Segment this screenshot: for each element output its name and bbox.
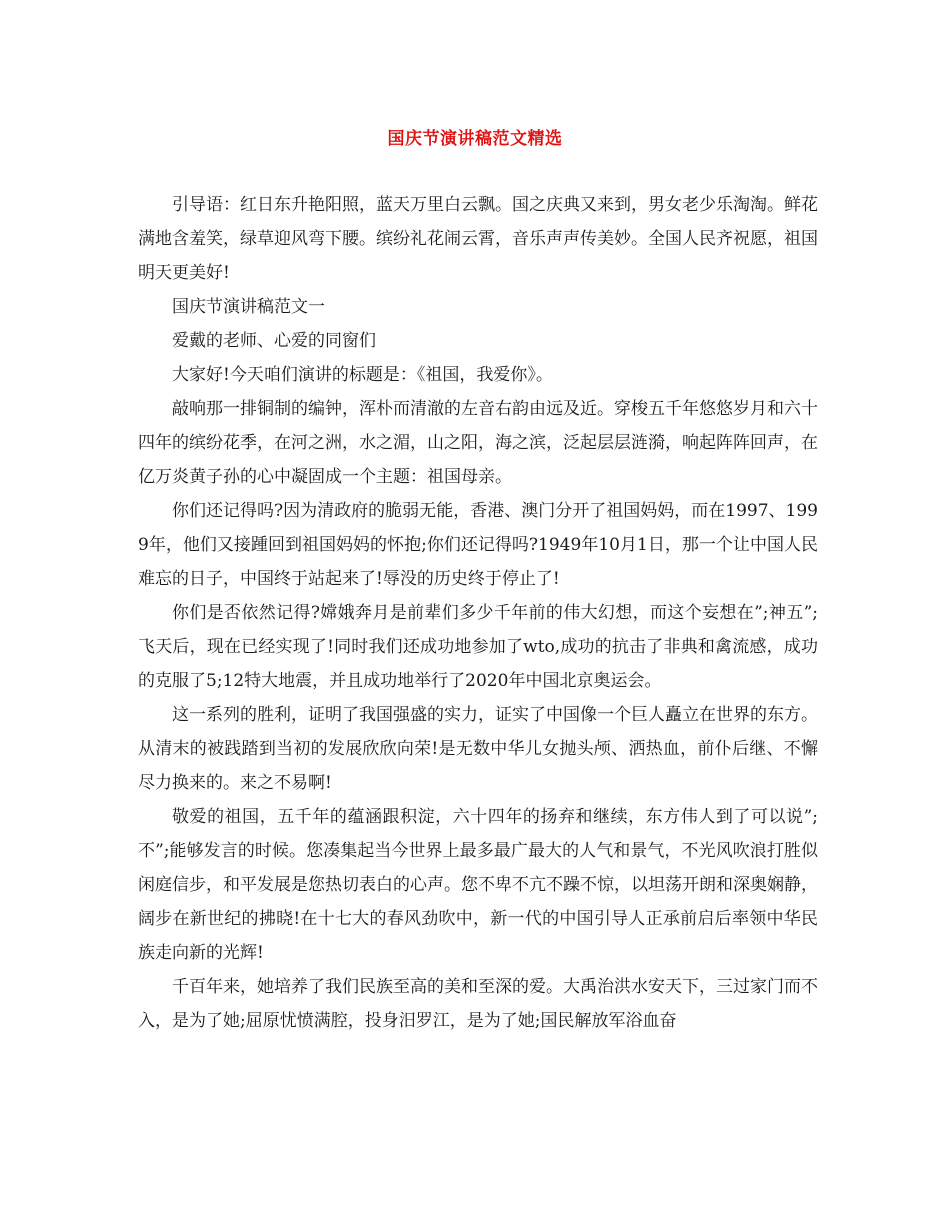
document-title: 国庆节演讲稿范文精选 [387,129,563,149]
paragraph-intro: 引导语：红日东升艳阳照，蓝天万里白云飘。国之庆典又来到，男女老少乐淘淘。鲜花满地含羞笑，绿草迎风弯下腰。缤纷礼花闹云霄，音乐声声传美妙。全国人民齐祝愿，祖国明天更美好! [138,195,818,283]
paragraph-greeting: 大家好!今天咱们演讲的标题是：《祖国，我爱你》。 [172,365,553,385]
paragraph-section-heading: 国庆节演讲稿范文一 [172,297,325,317]
paragraph: 你们是否依然记得?嫦娥奔月是前辈们多少千年前的伟大幻想，而这个妄想在”;神五”;飞天后，现在已经实现了!同时我们还成功地参加了wto,成功的抗击了非典和禽流感，成功的克服了5;12特大地震，并且成功地举行了2020年中国北京奥运会。 [138,603,818,691]
paragraph: 你们还记得吗?因为清政府的脆弱无能，香港、澳门分开了祖国妈妈，而在1997、1999年，他们又接踵回到祖国妈妈的怀抱;你们还记得吗?1949年10月1日，那一个让中国人民难忘的日子，中国终于站起来了!辱没的历史终于停止了! [138,501,818,589]
paragraph: 敲响那一排铜制的编钟，浑朴而清澈的左音右韵由远及近。穿梭五千年悠悠岁月和六十四年的缤纷花季，在河之洲，水之湄，山之阳，海之滨，泛起层层涟漪，响起阵阵回声，在亿万炎黄子孙的心中凝固成一个主题：祖国母亲。 [138,399,818,487]
paragraph: 敬爱的祖国，五千年的蕴涵跟积淀，六十四年的扬弃和继续，东方伟人到了可以说”;不”;能够发言的时候。您凑集起当今世界上最多最广最大的人气和景气，不光风吹浪打胜似闲庭信步，和平发展是您热切表白的心声。您不卑不亢不躁不惊，以坦荡开朗和深奥娴静，阔步在新世纪的拂晓!在十七大的春风劲吹中，新一代的中国引导人正承前启后率领中华民族走向新的光辉! [138,807,818,963]
paragraph: 这一系列的胜利，证明了我国强盛的实力，证实了中国像一个巨人矗立在世界的东方。从清末的被践踏到当初的发展欣欣向荣!是无数中华儿女抛头颅、洒热血，前仆后继、不懈尽力换来的。来之不易啊! [138,705,818,793]
paragraph-salutation: 爱戴的老师、心爱的同窗们 [172,331,376,351]
document-body [138,188,818,1038]
paragraph: 千百年来，她培养了我们民族至高的美和至深的爱。大禹治洪水安天下，三过家门而不入，是为了她;屈原忧愤满腔，投身汨罗江，是为了她;国民解放军浴血奋 [138,977,818,1031]
